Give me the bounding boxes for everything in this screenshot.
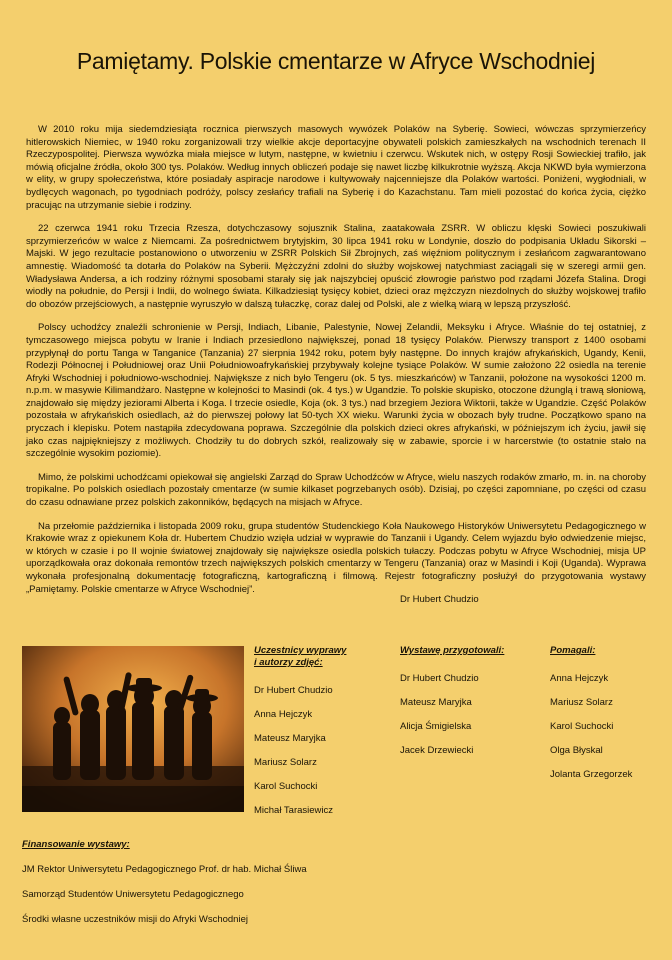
paragraph-2: 22 czerwca 1941 roku Trzecia Rzesza, dotychczasowy sojusznik Stalina, zaatakowała ZSRR. W obliczu klęski Sowieci poszukiwali sprzymierzeńców w walce z Niemcami. Za pośrednictwem brytyjskim, 30 lipca 1941 roku w Londynie, doszło do podpisania Układu Sikorski – Majski. W jego rezultacie postanowiono o utworzeniu w ZSRR Polskich Sił Zbrojnych, zaś więźniom politycznym i zesłańcom zagwarantowano amnestię. Wiadomość ta dotarła do Polaków na Syberii. Mężczyźni zdolni do służby wojskowej natychmiast zaciągali się w szeregi armii gen. Władysława Andersa, a ich rodziny różnymi sposobami starały się jak najszybciej opuścić złowrogie państwo pod rządami Józefa Stalina. Drogi wiodły na południe, do Persji i Indii, do wolnego świata. Kilkadziesiąt tysięcy kobiet, dzieci oraz mężczyzn niezdolnych do służby wojskowej trafiło do obozów przejściowych, a następnie wyruszyło w dalszą tułaczkę, coraz dalej od Polski, ale z wielką wiarą w lepszą przyszłość. — [26, 223, 646, 310]
expedition-shadow-photo — [22, 646, 244, 812]
funding-list — [22, 864, 307, 926]
shadow-silhouettes-image — [22, 646, 244, 812]
list-item: Karol Suchocki — [550, 721, 614, 732]
list-item: Jolanta Grzegorzek — [550, 769, 633, 780]
helpers-heading: Pomagali: — [550, 645, 596, 656]
article-body — [26, 124, 646, 607]
list-item: Anna Hejczyk — [254, 709, 313, 720]
list-item: Alicja Śmigielska — [400, 721, 472, 732]
funding-section — [22, 839, 307, 939]
list-item: Mateusz Maryjka — [400, 697, 472, 708]
list-item: Jacek Drzewiecki — [400, 745, 474, 756]
list-item: Mariusz Solarz — [550, 697, 613, 708]
list-item: Karol Suchocki — [254, 781, 318, 792]
list-item: JM Rektor Uniwersytetu Pedagogicznego Prof. dr hab. Michał Śliwa — [22, 864, 307, 875]
paragraph-5: Na przełomie października i listopada 2009 roku, grupa studentów Studenckiego Koła Naukowego Historyków Uniwersytetu Pedagogicznego w Krakowie wraz z opiekunem Koła dr. Hubertem Chudzio wzięła udział w wyprawie do Tanzanii i Ugandy. Celem wyjazdu było odwiedzenie miejsc, w których w czasie i po II wojnie światowej znajdowały się największe osiedla polskich tułaczy. Podczas pobytu w Afryce Wschodniej, misja UP uporządkowała oraz dokonała remontów trzech największych polskich cmentarzy w Tengeru (Tanzania) oraz w Masindi i Koji (Uganda). Wyprawa wykonała profesjonalną dokumentację fotograficzną, kartograficzną i filmową. Rejestr fotograficzny posłużył do przygotowania wystawy „Pamiętamy. Polskie cmentarze w Afryce Wschodniej”. — [26, 520, 646, 595]
participants-heading: Uczestnicy wyprawy i autorzy zdjęć: — [254, 645, 347, 668]
paragraph-4: Mimo, że polskimi uchodźcami opiekował się angielski Zarząd do Spraw Uchodźców w Afryce, wielu naszych rodaków zmarło, m. in. na choroby tropikalne. Po polskich osiedlach pozostały cmentarze (w sumie kilkaset pogrzebanych osób). Dzisiaj, po części zapomniane, po części od czasu do czasu odnawiane przez polskich zakonników, będących na misjach w Afryce. — [26, 471, 646, 509]
exhibition-column — [400, 645, 540, 769]
exhibition-list — [400, 673, 540, 757]
list-item: Olga Błyskal — [550, 745, 603, 756]
paragraph-3: Polscy uchodźcy znaleźli schronienie w Persji, Indiach, Libanie, Palestynie, Nowej Zelandii, Meksyku i Afryce. Właśnie do tej ostatniej, z tymczasowego miejsca pobytu w Iranie i Indiach przesiedlono największej, ponad 18 tysięcy Polaków. Pierwszy transport z 1400 osobami przypłynął do portu Tanga w Tanganice (Tanzania) 27 sierpnia 1942 roku, potem były następne. Do innych krajów afrykańskich, Ugandy, Kenii, Rodezji Północnej i Południowej oraz Unii Południowoafrykańskiej przybywały kolejne tysiące Polaków. W sumie założono 22 osiedla na terenie Afryki Wschodniej i południowo-wschodniej. Największe z nich było Tengeru (ok. 5 tys. mieszkańców) w Tanzanii, położone na wysokości 1200 m. n.p.m. w masywie Kilimandżaro. Następne w kolejności to Masindi (ok. 4 tys.) w Ugandzie. To polskie skupisko, otoczone dżunglą i trawą słoniową, znajdowało się między jeziorami Alberta i Koga. I trzecie osiedle, Koja (ok. 3 tys.) nad brzegiem Jeziora Wiktorii, także w Ugandzie. Część Polaków pozostała w afrykańskich osiedlach, aż do pierwszej połowy lat 50-tych XX wieku. Warunki życia w obozach były trudne. Początkowo spano na pryczach i klepisku. Potem nastąpiła zdecydowana poprawa. Szczególnie dla polskich dzieci okres afrykański, w późniejszym ich życiu, jawił się jako czas najpiękniejszy z możliwych. Chodziły tu do dobrych szkół, realizowały się w zabawie, sporcie i w harcerstwie (to ostatnie stało na szczególnie wysokim poziomie). — [26, 322, 646, 460]
list-item: Anna Hejczyk — [550, 673, 609, 684]
paragraph-1: W 2010 roku mija siedemdziesiąta rocznica pierwszych masowych wywózek Polaków na Syberię. Sowieci, wówczas sprzymierzeńcy hitlerowskich Niemiec, w 1940 roku zorganizowali trzy wielkie akcje deportacyjne obywateli polskich zamieszkałych na wschodnich terenach II Rzeczypospolitej. Pierwsza wywózka miała miejsce w lutym, następne, w kwietniu i czerwcu. Wskutek nich, w ostępy Rosji Sowieckiej trafiło, jak mówią oficjalne źródła, około 300 tys. Polaków. Według innych obliczeń podaje się nawet liczbę kilkukrotnie wyższą. Akcja NKWD była wymierzona w elity, w grupy społeczeństwa, które posiadały aspiracje narodowe i kultywowały najcenniejsze dla Polaków wartości. Poniżeni, wygłodniali, w bydlęcych wagonach, po tygodniach podróży, polscy zesłańcy trafiali na Syberię i do Kazachstanu. Tam mieli pozostać do końca życia, ciężko pracując na utrzymanie siebie i rodziny. — [26, 124, 646, 211]
helpers-column — [550, 645, 660, 793]
page-title: Pamiętamy. Polskie cmentarze w Afryce Wschodniej — [76, 48, 596, 74]
list-item: Samorząd Studentów Uniwersytetu Pedagogicznego — [22, 889, 244, 900]
list-item: Mariusz Solarz — [254, 757, 317, 768]
list-item: Dr Hubert Chudzio — [400, 673, 479, 684]
participants-column — [254, 645, 384, 829]
list-item: Mateusz Maryjka — [254, 733, 326, 744]
participants-list — [254, 685, 384, 817]
list-item: Michał Tarasiewicz — [254, 805, 334, 816]
list-item: Dr Hubert Chudzio — [254, 685, 333, 696]
helpers-list — [550, 673, 660, 781]
author-signature: Dr Hubert Chudzio — [400, 594, 479, 605]
funding-heading: Finansowanie wystawy: — [22, 839, 130, 850]
exhibition-heading: Wystawę przygotowali: — [400, 645, 505, 656]
list-item: Środki własne uczestników misji do Afryki Wschodniej — [22, 914, 248, 925]
